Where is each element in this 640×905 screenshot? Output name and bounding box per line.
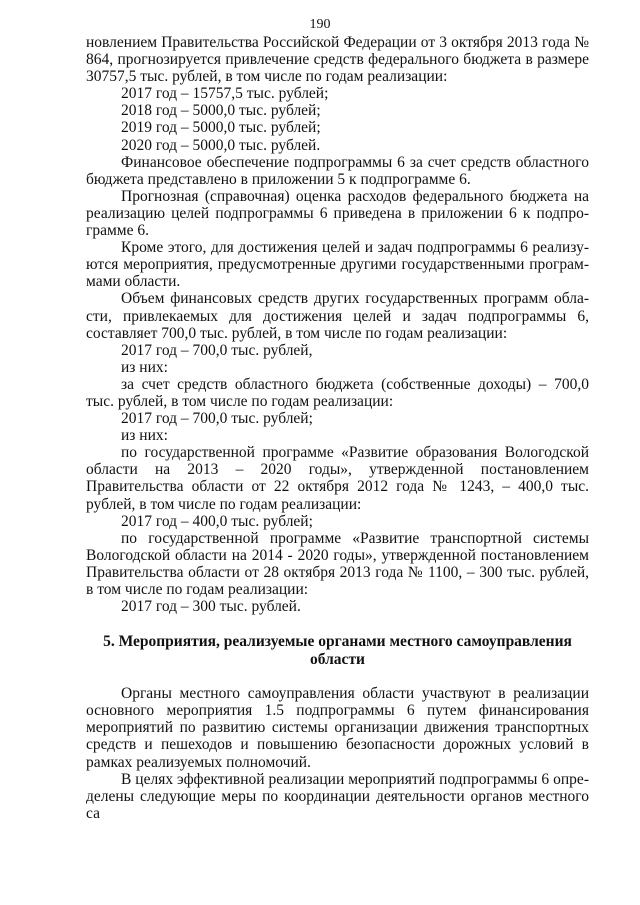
paragraph-continuation: новлением Правительства Российской Федерации от 3 октября 2013 года № 864, прогнозируется привлечение средств федерального бюджета в размере 30757,5 тыс. рублей, в том числе по годам реализации:: [86, 34, 589, 86]
paragraph: по государственной программе «Развитие образования Вологодской области на 2013 – 2020 годы», утвержденной постановлением Правительства области от 22 октября 2012 года № 1243, – 400,0 тыс. рублей, в том числе по годам реализации:: [86, 444, 589, 513]
list-item: 2020 год – 5000,0 тыс. рублей.: [121, 136, 321, 154]
list-item: 2017 год – 700,0 тыс. рублей,: [121, 341, 313, 359]
paragraph: Кроме этого, для достижения целей и задач подпрограммы 6 реализуются мероприятия, предусмотренные другими государственными программами области.: [86, 239, 589, 291]
list-item: 2017 год – 300 тыс. рублей.: [121, 598, 301, 616]
paragraph: В целях эффективной реализации мероприятий подпрограммы 6 определены следующие меры по координации деятельности органов местного са: [86, 770, 589, 822]
list-item: 2018 год – 5000,0 тыс. рублей;: [121, 102, 321, 120]
paragraph: Финансовое обеспечение подпрограммы 6 за счет средств областного бюджета представлено в приложении 5 к подпрограмме 6.: [86, 153, 589, 188]
list-item: 2017 год – 700,0 тыс. рублей;: [121, 410, 313, 428]
paragraph: за счет средств областного бюджета (собственные доходы) – 700,0 тыс. рублей, в том числе по годам реализации:: [86, 375, 589, 410]
paragraph: Объем финансовых средств других государственных программ области, привлекаемых для достижения целей и задач подпрограммы 6, составляет 700,0 тыс. рублей, в том числе по годам реализации:: [86, 290, 589, 342]
list-item: 2017 год – 15757,5 тыс. рублей;: [121, 85, 329, 103]
list-item: 2019 год – 5000,0 тыс. рублей;: [121, 119, 321, 137]
paragraph: из них:: [121, 358, 168, 376]
paragraph: по государственной программе «Развитие транспортной системы Вологодской области на 2014 - 2020 годы», утвержденной постановлением Правительства области от 28 октября 2013 года № 1100, – 300 тыс. рублей, в том числе по годам реализации:: [86, 529, 589, 598]
section-heading: 5. Мероприятия, реализуемые органами местного самоуправления области: [103, 633, 572, 669]
document-body: [86, 34, 589, 822]
paragraph: Органы местного самоуправления области участвуют в реализации основного мероприятия 1.5 подпрограммы 6 путем финансирования мероприятий по развитию системы организации движения транспортных средств и пешеходов и повышению безопасности дорожных условий в рамках реализуемых полномочий.: [86, 685, 589, 771]
paragraph: из них:: [121, 427, 168, 445]
list-item: 2017 год – 400,0 тыс. рублей;: [121, 512, 313, 530]
page-number: 190: [309, 17, 331, 32]
paragraph: Прогнозная (справочная) оценка расходов федерального бюджета на реализацию целей подпрограммы 6 приведена в приложении 6 к подпрограмме 6.: [86, 187, 589, 240]
